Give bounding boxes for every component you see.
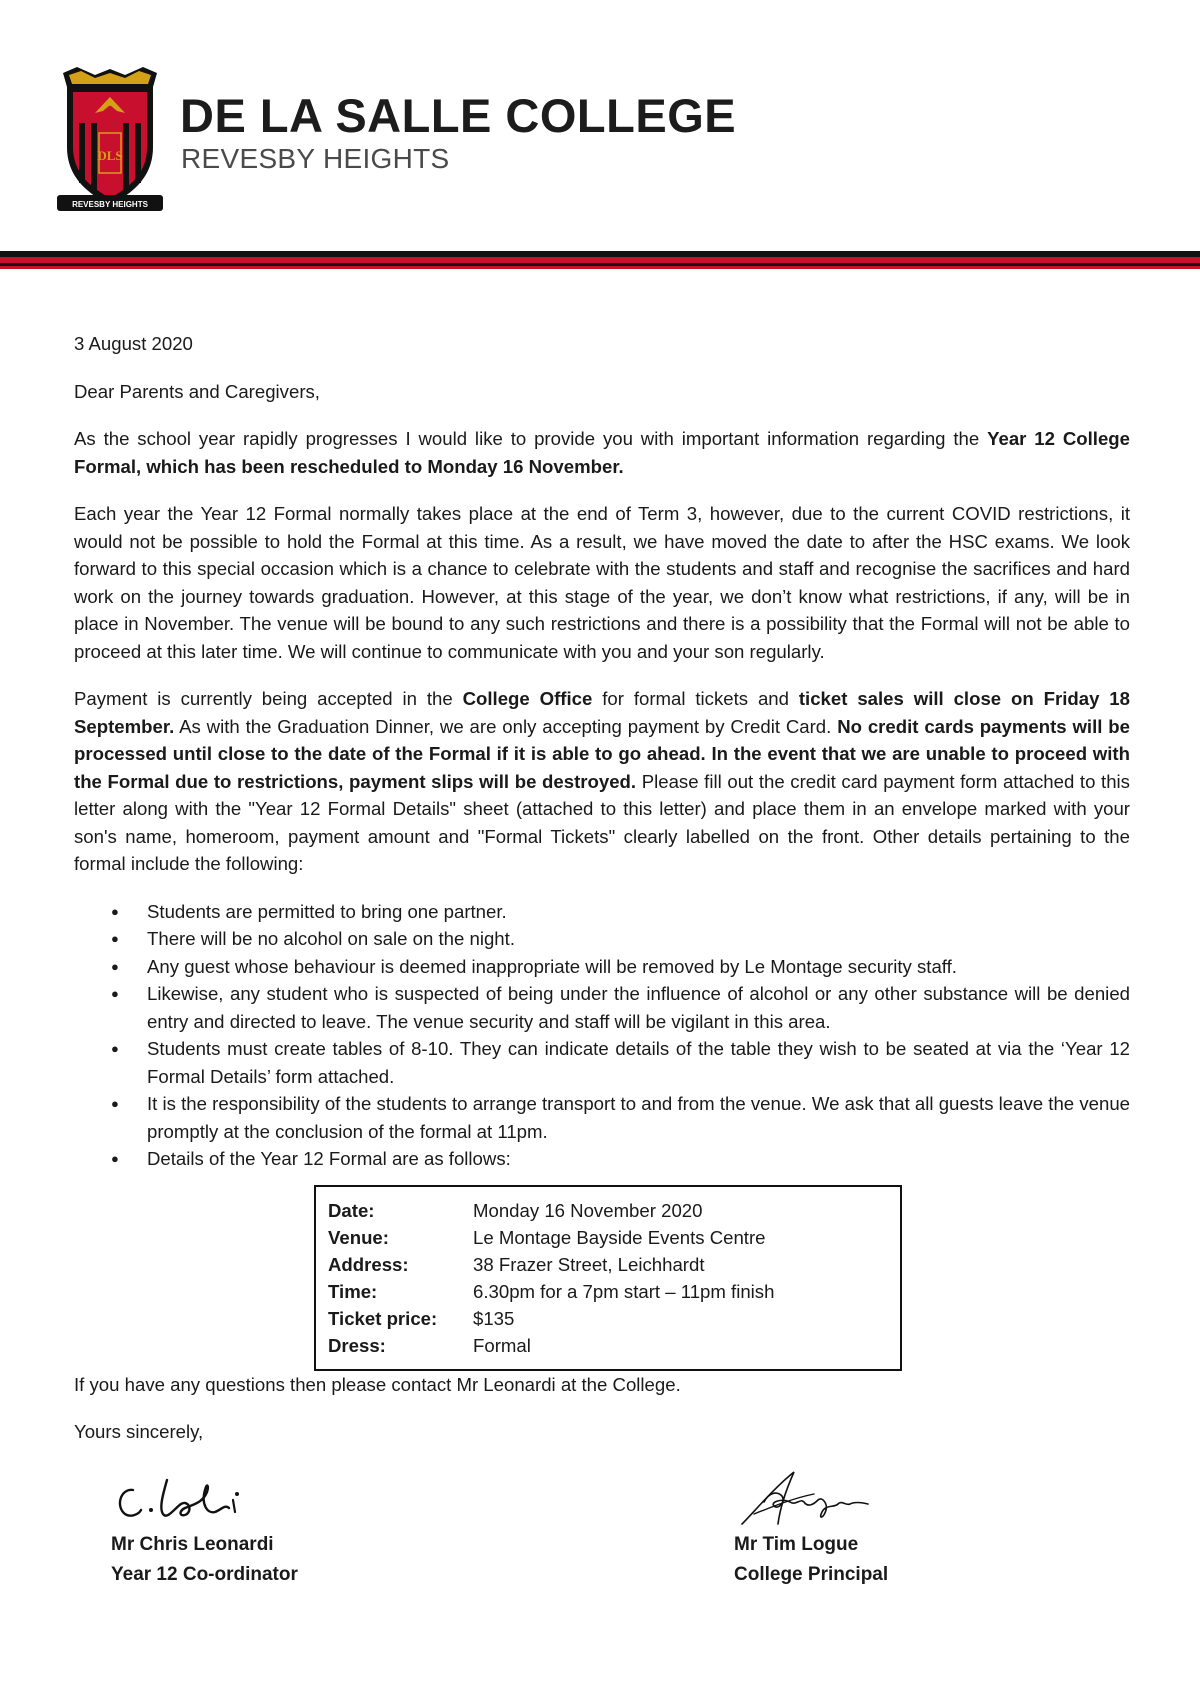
details-key: Time: <box>328 1280 378 1302</box>
intro-text: As the school year rapidly progresses I would like to provide you with important information regarding the <box>74 428 988 449</box>
details-key: Dress: <box>328 1334 386 1356</box>
paragraph-payment <box>74 685 1130 878</box>
letter-salutation: Dear Parents and Caregivers, <box>74 380 320 402</box>
signatory-name: Mr Tim Logue <box>734 1533 859 1555</box>
details-value: Monday 16 November 2020 <box>473 1199 703 1221</box>
details-value: 38 Frazer Street, Leichhardt <box>473 1253 705 1275</box>
list-item: ● Any guest whose behaviour is deemed inappropriate will be removed by Le Montage security staff. <box>74 953 1130 981</box>
signatory-title: College Principal <box>734 1563 889 1585</box>
payment-close-date: ticket sales will close on Friday 18 September. <box>74 688 1130 737</box>
details-value: $135 <box>473 1307 515 1329</box>
payment-text-3: As with the Graduation Dinner, we are only accepting payment by Credit Card. <box>174 715 838 737</box>
signature-area <box>74 1468 1130 1638</box>
contact-line: If you have any questions then please contact Mr Leonardi at the College. <box>74 1373 681 1395</box>
letter-body <box>74 330 1130 1638</box>
details-row <box>328 1251 888 1278</box>
college-crest-logo <box>55 65 165 215</box>
signatory-name: Mr Chris Leonardi <box>111 1533 274 1555</box>
closing-line: Yours sincerely, <box>74 1421 204 1442</box>
college-location: REVESBY HEIGHTS <box>181 143 450 174</box>
crest-banner-text: REVESBY HEIGHTS <box>72 200 148 209</box>
details-row <box>328 1197 888 1224</box>
details-key: Venue: <box>328 1226 389 1248</box>
list-item: ● It is the responsibility of the students to arrange transport to and from the venue. We ask that all guests leave the venue promptly at the conclusion of the formal at 11pm. <box>74 1090 1130 1145</box>
list-item: ● There will be no alcohol on sale on the night. <box>74 925 1130 953</box>
formal-details-list <box>74 898 1130 1173</box>
signatory-title: Year 12 Co-ordinator <box>111 1563 298 1585</box>
list-item: ● Details of the Year 12 Formal are as follows: <box>74 1145 1130 1173</box>
header-rule-red-thin <box>0 266 1200 269</box>
details-key: Ticket price: <box>328 1307 438 1329</box>
signature-leonardi <box>111 1468 281 1530</box>
details-key: Date: <box>328 1199 375 1221</box>
signature-logue <box>734 1468 904 1530</box>
letter-date: 3 August 2020 <box>74 333 193 354</box>
signatory-right <box>734 1468 904 1590</box>
details-value: 6.30pm for a 7pm start – 11pm finish <box>473 1280 775 1302</box>
payment-office: College Office <box>462 688 593 709</box>
payment-text-4: Please fill out the credit card payment form attached to this letter along with the "Year 12 Formal Details" sheet (attached to this letter) and place them in an envelope marked with your son's name, homeroom, payment amount and "Formal Tickets" clearly labelled on the front. Other details pertaining to the formal include the following: <box>74 770 1130 874</box>
details-row <box>328 1224 888 1251</box>
details-row <box>328 1332 888 1359</box>
college-name: DE LA SALLE COLLEGE <box>180 89 737 142</box>
crest-monogram: DLS <box>97 148 123 163</box>
intro-bold: Year 12 College Formal, which has been rescheduled to Monday 16 November. <box>74 428 1131 477</box>
formal-details-box <box>314 1185 902 1371</box>
details-key: Address: <box>328 1253 409 1275</box>
list-item: ● Students are permitted to bring one partner. <box>74 898 1130 926</box>
list-item: ● Students must create tables of 8-10. They can indicate details of the table they wish to be seated at via the ‘Year 12 Formal Details’ form attached. <box>74 1035 1130 1090</box>
details-row <box>328 1278 888 1305</box>
details-value: Formal <box>473 1334 531 1356</box>
signatory-left <box>111 1468 298 1590</box>
payment-warning: No credit cards payments will be processed until close to the date of the Formal if it is able to go ahead. In the event that we are unable to proceed with the Formal due to restrictions, payment slips will be destroyed. <box>74 715 1130 792</box>
paragraph-covid: Each year the Year 12 Formal normally takes place at the end of Term 3, however, due to the current COVID restrictions, it would not be possible to hold the Formal at this time. As a result, we have moved the date to after the HSC exams. We look forward to this special occasion which is a chance to celebrate with the students and staff and recognise the sacrifices and hard work on the journey towards graduation. However, at this stage of the year, we don’t know what restrictions, if any, will be in place in November. The venue will be bound to any such restrictions and there is a possibility that the Formal will not be able to proceed at this later time. We will continue to communicate with you and your son regularly. <box>74 503 1130 662</box>
details-value: Le Montage Bayside Events Centre <box>473 1226 766 1248</box>
list-item: ● Likewise, any student who is suspected of being under the influence of alcohol or any other substance will be denied entry and directed to leave. The venue security and staff will be vigilant in this area. <box>74 980 1130 1035</box>
payment-text-1: Payment is currently being accepted in the <box>74 688 463 709</box>
details-row <box>328 1305 888 1332</box>
payment-text-2: for formal tickets and <box>592 688 799 709</box>
paragraph-intro <box>74 425 1130 480</box>
